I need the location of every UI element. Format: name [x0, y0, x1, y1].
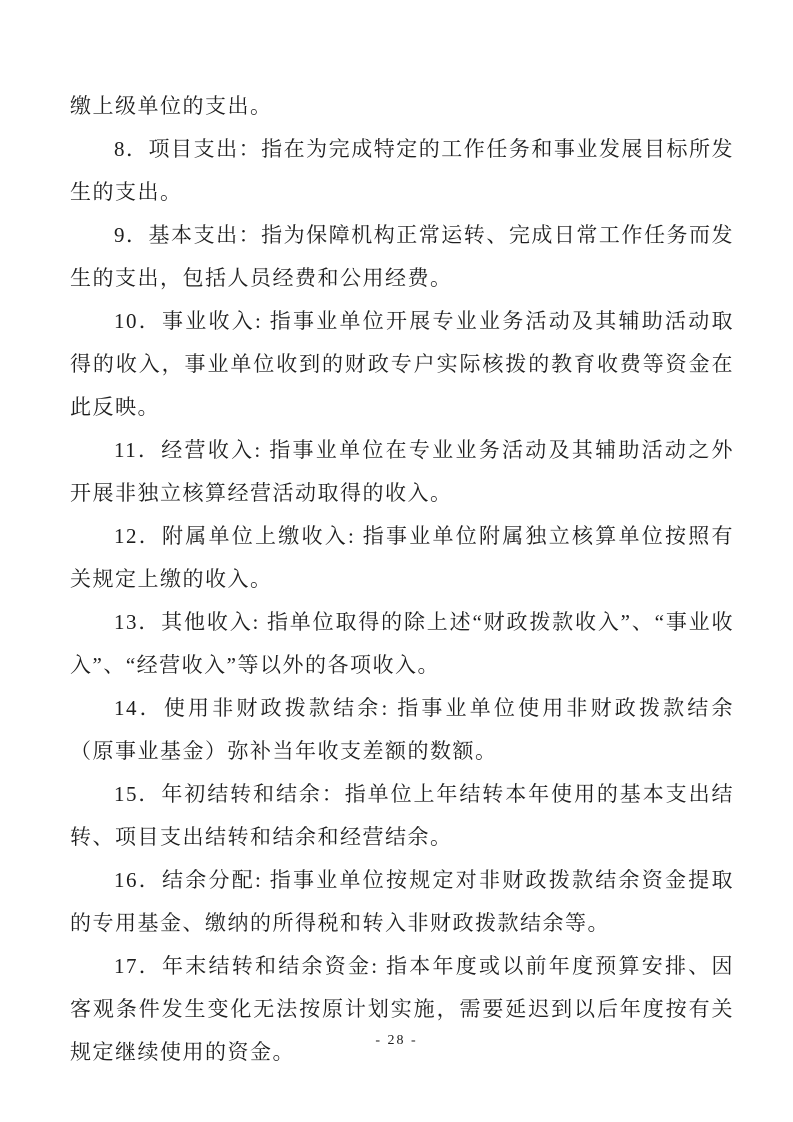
page-number: - 28 -	[375, 1033, 418, 1048]
paragraph-item-14-nonfiscal-surplus-use: 14．使用非财政拨款结余: 指事业单位使用非财政拨款结余（原事业基金）弥补当年收支差额的数额。	[70, 696, 734, 763]
paragraph-continuation: 缴上级单位的支出。	[70, 94, 273, 118]
paragraph-item-17-yearend-carryover: 17．年末结转和结余资金: 指本年度或以前年度预算安排、因客观条件发生变化无法按原计划实施，需要延迟到以后年度按有关规定继续使用的资金。	[70, 954, 734, 1064]
paragraph-item-11-business-income: 11．经营收入: 指事业单位在专业业务活动及其辅助活动之外开展非独立核算经营活动取得的收入。	[70, 438, 734, 505]
paragraph-item-13-other-income: 13．其他收入: 指单位取得的除上述“财政拨款收入”、“事业收入”、“经营收入”等以外的各项收入。	[70, 610, 734, 677]
paragraph-item-8-project-expenditure: 8．项目支出：指在为完成特定的工作任务和事业发展目标所发生的支出。	[70, 137, 734, 204]
paragraph-item-12-subsidiary-remittance: 12．附属单位上缴收入: 指事业单位附属独立核算单位按照有关规定上缴的收入。	[70, 524, 734, 591]
paragraph-item-9-basic-expenditure: 9．基本支出：指为保障机构正常运转、完成日常工作任务而发生的支出，包括人员经费和公用经费。	[70, 223, 734, 290]
paragraph-item-10-operating-income: 10．事业收入: 指事业单位开展专业业务活动及其辅助活动取得的收入，事业单位收到的财政专户实际核拨的教育收费等资金在此反映。	[70, 309, 734, 419]
paragraph-item-16-surplus-distribution: 16．结余分配: 指事业单位按规定对非财政拨款结余资金提取的专用基金、缴纳的所得税和转入非财政拨款结余等。	[70, 868, 734, 935]
document-body	[70, 85, 734, 1074]
paragraph-item-15-beginning-carryover: 15．年初结转和结余：指单位上年结转本年使用的基本支出结转、项目支出结转和结余和经营结余。	[70, 782, 734, 849]
